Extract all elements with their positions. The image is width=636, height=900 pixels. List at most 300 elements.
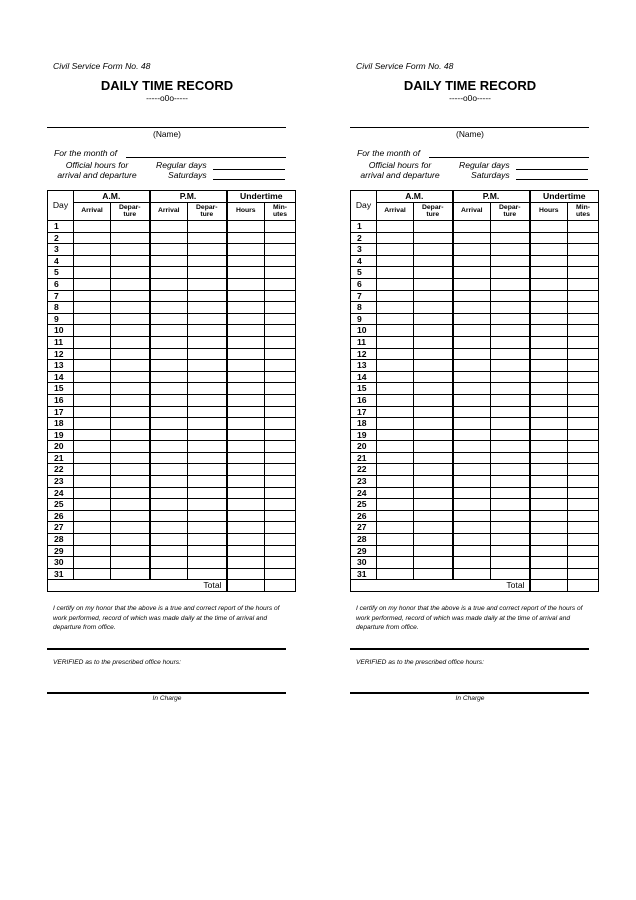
am-arrival-cell[interactable] [74, 510, 111, 522]
pm-departure-cell[interactable] [188, 545, 227, 557]
am-departure-cell[interactable] [414, 383, 453, 395]
am-departure-cell[interactable] [414, 534, 453, 546]
pm-arrival-cell[interactable] [453, 418, 491, 430]
am-arrival-cell[interactable] [377, 545, 414, 557]
am-arrival-cell[interactable] [377, 336, 414, 348]
undertime-minutes-cell[interactable] [568, 383, 599, 395]
am-departure-cell[interactable] [414, 244, 453, 256]
am-arrival-cell[interactable] [74, 522, 111, 534]
am-arrival-cell[interactable] [74, 383, 111, 395]
am-departure-cell[interactable] [111, 534, 150, 546]
regular-days-field-line[interactable] [516, 169, 588, 170]
undertime-hours-cell[interactable] [227, 221, 265, 233]
am-departure-cell[interactable] [111, 441, 150, 453]
undertime-minutes-cell[interactable] [568, 476, 599, 488]
pm-departure-cell[interactable] [491, 325, 530, 337]
am-arrival-cell[interactable] [74, 313, 111, 325]
undertime-hours-cell[interactable] [227, 441, 265, 453]
am-departure-cell[interactable] [414, 406, 453, 418]
undertime-hours-cell[interactable] [530, 510, 568, 522]
am-departure-cell[interactable] [111, 371, 150, 383]
undertime-hours-cell[interactable] [227, 418, 265, 430]
pm-arrival-cell[interactable] [453, 267, 491, 279]
am-departure-cell[interactable] [414, 371, 453, 383]
am-departure-cell[interactable] [111, 545, 150, 557]
am-arrival-cell[interactable] [74, 418, 111, 430]
am-departure-cell[interactable] [414, 360, 453, 372]
name-field-line[interactable] [47, 127, 286, 128]
am-arrival-cell[interactable] [377, 510, 414, 522]
total-hours-cell[interactable] [227, 580, 265, 592]
am-arrival-cell[interactable] [377, 278, 414, 290]
am-departure-cell[interactable] [414, 267, 453, 279]
am-departure-cell[interactable] [111, 290, 150, 302]
undertime-minutes-cell[interactable] [568, 418, 599, 430]
undertime-minutes-cell[interactable] [265, 290, 296, 302]
pm-departure-cell[interactable] [491, 255, 530, 267]
undertime-hours-cell[interactable] [227, 278, 265, 290]
am-departure-cell[interactable] [111, 464, 150, 476]
undertime-hours-cell[interactable] [227, 290, 265, 302]
am-departure-cell[interactable] [414, 348, 453, 360]
undertime-minutes-cell[interactable] [265, 522, 296, 534]
undertime-minutes-cell[interactable] [568, 487, 599, 499]
undertime-hours-cell[interactable] [530, 278, 568, 290]
undertime-hours-cell[interactable] [530, 267, 568, 279]
signature-line[interactable] [47, 648, 286, 650]
pm-arrival-cell[interactable] [453, 429, 491, 441]
am-arrival-cell[interactable] [74, 394, 111, 406]
am-arrival-cell[interactable] [377, 464, 414, 476]
pm-arrival-cell[interactable] [150, 232, 188, 244]
pm-departure-cell[interactable] [491, 336, 530, 348]
am-arrival-cell[interactable] [377, 429, 414, 441]
saturdays-field-line[interactable] [213, 179, 285, 180]
undertime-hours-cell[interactable] [530, 545, 568, 557]
undertime-hours-cell[interactable] [530, 255, 568, 267]
undertime-minutes-cell[interactable] [568, 464, 599, 476]
pm-departure-cell[interactable] [188, 336, 227, 348]
am-arrival-cell[interactable] [74, 244, 111, 256]
pm-arrival-cell[interactable] [150, 221, 188, 233]
pm-arrival-cell[interactable] [453, 313, 491, 325]
am-arrival-cell[interactable] [377, 476, 414, 488]
undertime-minutes-cell[interactable] [265, 255, 296, 267]
am-arrival-cell[interactable] [74, 441, 111, 453]
am-arrival-cell[interactable] [74, 429, 111, 441]
pm-arrival-cell[interactable] [150, 394, 188, 406]
undertime-minutes-cell[interactable] [265, 244, 296, 256]
am-arrival-cell[interactable] [74, 545, 111, 557]
pm-arrival-cell[interactable] [453, 255, 491, 267]
regular-days-field-line[interactable] [213, 169, 285, 170]
undertime-minutes-cell[interactable] [265, 325, 296, 337]
month-field-line[interactable] [429, 157, 589, 158]
am-departure-cell[interactable] [111, 360, 150, 372]
undertime-minutes-cell[interactable] [265, 452, 296, 464]
undertime-hours-cell[interactable] [530, 557, 568, 569]
pm-arrival-cell[interactable] [453, 522, 491, 534]
pm-departure-cell[interactable] [188, 232, 227, 244]
am-arrival-cell[interactable] [74, 371, 111, 383]
pm-arrival-cell[interactable] [453, 441, 491, 453]
pm-departure-cell[interactable] [491, 545, 530, 557]
am-arrival-cell[interactable] [377, 221, 414, 233]
am-departure-cell[interactable] [414, 476, 453, 488]
am-arrival-cell[interactable] [377, 394, 414, 406]
pm-departure-cell[interactable] [491, 371, 530, 383]
undertime-minutes-cell[interactable] [568, 510, 599, 522]
total-minutes-cell[interactable] [568, 580, 599, 592]
am-departure-cell[interactable] [111, 348, 150, 360]
pm-arrival-cell[interactable] [150, 499, 188, 511]
undertime-minutes-cell[interactable] [568, 348, 599, 360]
pm-departure-cell[interactable] [491, 348, 530, 360]
undertime-hours-cell[interactable] [227, 267, 265, 279]
undertime-hours-cell[interactable] [530, 418, 568, 430]
saturdays-field-line[interactable] [516, 179, 588, 180]
undertime-minutes-cell[interactable] [568, 336, 599, 348]
pm-arrival-cell[interactable] [150, 244, 188, 256]
undertime-minutes-cell[interactable] [265, 383, 296, 395]
am-arrival-cell[interactable] [74, 452, 111, 464]
am-arrival-cell[interactable] [74, 487, 111, 499]
am-departure-cell[interactable] [414, 429, 453, 441]
am-arrival-cell[interactable] [74, 476, 111, 488]
undertime-minutes-cell[interactable] [265, 278, 296, 290]
pm-departure-cell[interactable] [188, 557, 227, 569]
am-arrival-cell[interactable] [74, 499, 111, 511]
undertime-minutes-cell[interactable] [265, 499, 296, 511]
pm-arrival-cell[interactable] [453, 302, 491, 314]
am-arrival-cell[interactable] [377, 371, 414, 383]
am-arrival-cell[interactable] [74, 290, 111, 302]
am-departure-cell[interactable] [111, 336, 150, 348]
am-departure-cell[interactable] [111, 232, 150, 244]
pm-departure-cell[interactable] [188, 406, 227, 418]
pm-arrival-cell[interactable] [150, 568, 188, 580]
undertime-hours-cell[interactable] [530, 441, 568, 453]
pm-departure-cell[interactable] [188, 371, 227, 383]
undertime-minutes-cell[interactable] [568, 371, 599, 383]
undertime-hours-cell[interactable] [227, 568, 265, 580]
pm-arrival-cell[interactable] [453, 336, 491, 348]
am-departure-cell[interactable] [414, 278, 453, 290]
pm-arrival-cell[interactable] [453, 557, 491, 569]
am-departure-cell[interactable] [111, 278, 150, 290]
pm-arrival-cell[interactable] [150, 267, 188, 279]
am-departure-cell[interactable] [414, 325, 453, 337]
pm-arrival-cell[interactable] [453, 244, 491, 256]
am-arrival-cell[interactable] [377, 557, 414, 569]
undertime-minutes-cell[interactable] [265, 418, 296, 430]
undertime-hours-cell[interactable] [530, 348, 568, 360]
am-arrival-cell[interactable] [377, 499, 414, 511]
am-departure-cell[interactable] [414, 313, 453, 325]
pm-arrival-cell[interactable] [150, 383, 188, 395]
undertime-hours-cell[interactable] [530, 244, 568, 256]
undertime-minutes-cell[interactable] [568, 267, 599, 279]
undertime-minutes-cell[interactable] [568, 557, 599, 569]
am-departure-cell[interactable] [414, 464, 453, 476]
undertime-minutes-cell[interactable] [265, 302, 296, 314]
pm-departure-cell[interactable] [188, 510, 227, 522]
undertime-hours-cell[interactable] [530, 522, 568, 534]
undertime-minutes-cell[interactable] [265, 394, 296, 406]
am-arrival-cell[interactable] [74, 325, 111, 337]
undertime-minutes-cell[interactable] [265, 568, 296, 580]
pm-arrival-cell[interactable] [150, 278, 188, 290]
pm-departure-cell[interactable] [188, 313, 227, 325]
pm-arrival-cell[interactable] [453, 568, 491, 580]
pm-departure-cell[interactable] [188, 429, 227, 441]
am-arrival-cell[interactable] [74, 360, 111, 372]
undertime-hours-cell[interactable] [530, 534, 568, 546]
undertime-minutes-cell[interactable] [568, 452, 599, 464]
pm-departure-cell[interactable] [188, 360, 227, 372]
undertime-hours-cell[interactable] [227, 336, 265, 348]
undertime-minutes-cell[interactable] [265, 557, 296, 569]
pm-departure-cell[interactable] [491, 383, 530, 395]
undertime-hours-cell[interactable] [227, 325, 265, 337]
am-departure-cell[interactable] [414, 545, 453, 557]
undertime-minutes-cell[interactable] [265, 371, 296, 383]
pm-departure-cell[interactable] [491, 441, 530, 453]
pm-departure-cell[interactable] [491, 476, 530, 488]
am-arrival-cell[interactable] [74, 255, 111, 267]
am-arrival-cell[interactable] [377, 568, 414, 580]
undertime-minutes-cell[interactable] [568, 534, 599, 546]
undertime-hours-cell[interactable] [530, 568, 568, 580]
pm-departure-cell[interactable] [491, 499, 530, 511]
undertime-hours-cell[interactable] [530, 476, 568, 488]
undertime-hours-cell[interactable] [530, 383, 568, 395]
pm-departure-cell[interactable] [188, 418, 227, 430]
undertime-hours-cell[interactable] [227, 464, 265, 476]
undertime-hours-cell[interactable] [530, 232, 568, 244]
pm-departure-cell[interactable] [188, 221, 227, 233]
pm-arrival-cell[interactable] [453, 464, 491, 476]
undertime-hours-cell[interactable] [227, 476, 265, 488]
pm-arrival-cell[interactable] [150, 325, 188, 337]
undertime-hours-cell[interactable] [530, 394, 568, 406]
am-departure-cell[interactable] [111, 499, 150, 511]
pm-departure-cell[interactable] [491, 487, 530, 499]
undertime-minutes-cell[interactable] [568, 499, 599, 511]
undertime-minutes-cell[interactable] [265, 429, 296, 441]
undertime-hours-cell[interactable] [530, 302, 568, 314]
pm-arrival-cell[interactable] [453, 534, 491, 546]
am-arrival-cell[interactable] [74, 278, 111, 290]
pm-departure-cell[interactable] [491, 534, 530, 546]
am-departure-cell[interactable] [414, 290, 453, 302]
pm-departure-cell[interactable] [491, 452, 530, 464]
undertime-hours-cell[interactable] [227, 429, 265, 441]
pm-arrival-cell[interactable] [453, 499, 491, 511]
pm-arrival-cell[interactable] [150, 418, 188, 430]
undertime-minutes-cell[interactable] [568, 313, 599, 325]
am-departure-cell[interactable] [111, 394, 150, 406]
undertime-minutes-cell[interactable] [265, 360, 296, 372]
am-departure-cell[interactable] [111, 313, 150, 325]
pm-departure-cell[interactable] [491, 429, 530, 441]
am-arrival-cell[interactable] [74, 406, 111, 418]
am-departure-cell[interactable] [111, 325, 150, 337]
undertime-hours-cell[interactable] [227, 557, 265, 569]
undertime-minutes-cell[interactable] [568, 568, 599, 580]
pm-arrival-cell[interactable] [453, 452, 491, 464]
am-departure-cell[interactable] [111, 429, 150, 441]
am-departure-cell[interactable] [111, 302, 150, 314]
pm-arrival-cell[interactable] [453, 325, 491, 337]
undertime-minutes-cell[interactable] [568, 302, 599, 314]
undertime-minutes-cell[interactable] [568, 325, 599, 337]
pm-departure-cell[interactable] [188, 267, 227, 279]
undertime-minutes-cell[interactable] [265, 441, 296, 453]
pm-departure-cell[interactable] [188, 302, 227, 314]
am-departure-cell[interactable] [414, 418, 453, 430]
undertime-hours-cell[interactable] [227, 406, 265, 418]
am-departure-cell[interactable] [414, 255, 453, 267]
pm-arrival-cell[interactable] [453, 394, 491, 406]
pm-arrival-cell[interactable] [150, 302, 188, 314]
am-arrival-cell[interactable] [377, 406, 414, 418]
undertime-hours-cell[interactable] [530, 429, 568, 441]
pm-arrival-cell[interactable] [453, 290, 491, 302]
am-arrival-cell[interactable] [377, 487, 414, 499]
pm-departure-cell[interactable] [188, 244, 227, 256]
pm-departure-cell[interactable] [491, 221, 530, 233]
am-arrival-cell[interactable] [74, 267, 111, 279]
pm-arrival-cell[interactable] [150, 487, 188, 499]
am-departure-cell[interactable] [111, 244, 150, 256]
undertime-hours-cell[interactable] [530, 290, 568, 302]
undertime-hours-cell[interactable] [227, 487, 265, 499]
undertime-minutes-cell[interactable] [568, 394, 599, 406]
am-arrival-cell[interactable] [377, 522, 414, 534]
pm-departure-cell[interactable] [188, 464, 227, 476]
pm-arrival-cell[interactable] [453, 545, 491, 557]
pm-departure-cell[interactable] [188, 325, 227, 337]
pm-arrival-cell[interactable] [453, 278, 491, 290]
pm-departure-cell[interactable] [188, 487, 227, 499]
undertime-minutes-cell[interactable] [265, 464, 296, 476]
pm-departure-cell[interactable] [188, 499, 227, 511]
am-departure-cell[interactable] [414, 302, 453, 314]
am-departure-cell[interactable] [111, 557, 150, 569]
pm-arrival-cell[interactable] [150, 371, 188, 383]
total-minutes-cell[interactable] [265, 580, 296, 592]
undertime-minutes-cell[interactable] [265, 406, 296, 418]
pm-departure-cell[interactable] [188, 534, 227, 546]
undertime-hours-cell[interactable] [227, 302, 265, 314]
undertime-minutes-cell[interactable] [568, 429, 599, 441]
am-arrival-cell[interactable] [74, 348, 111, 360]
pm-departure-cell[interactable] [491, 418, 530, 430]
pm-departure-cell[interactable] [491, 232, 530, 244]
pm-departure-cell[interactable] [188, 394, 227, 406]
pm-departure-cell[interactable] [491, 510, 530, 522]
pm-arrival-cell[interactable] [150, 255, 188, 267]
pm-arrival-cell[interactable] [453, 487, 491, 499]
am-arrival-cell[interactable] [74, 221, 111, 233]
am-arrival-cell[interactable] [74, 302, 111, 314]
pm-departure-cell[interactable] [491, 394, 530, 406]
undertime-minutes-cell[interactable] [568, 522, 599, 534]
am-departure-cell[interactable] [111, 383, 150, 395]
undertime-hours-cell[interactable] [227, 371, 265, 383]
am-arrival-cell[interactable] [377, 255, 414, 267]
undertime-minutes-cell[interactable] [568, 406, 599, 418]
pm-arrival-cell[interactable] [453, 360, 491, 372]
undertime-hours-cell[interactable] [227, 452, 265, 464]
am-departure-cell[interactable] [111, 487, 150, 499]
pm-arrival-cell[interactable] [150, 290, 188, 302]
in-charge-signature-line[interactable] [350, 692, 589, 694]
undertime-hours-cell[interactable] [227, 394, 265, 406]
pm-arrival-cell[interactable] [453, 348, 491, 360]
am-arrival-cell[interactable] [74, 464, 111, 476]
am-arrival-cell[interactable] [377, 290, 414, 302]
undertime-minutes-cell[interactable] [568, 441, 599, 453]
pm-departure-cell[interactable] [188, 476, 227, 488]
am-departure-cell[interactable] [414, 221, 453, 233]
am-departure-cell[interactable] [414, 336, 453, 348]
pm-departure-cell[interactable] [491, 522, 530, 534]
undertime-hours-cell[interactable] [227, 522, 265, 534]
pm-arrival-cell[interactable] [453, 221, 491, 233]
undertime-minutes-cell[interactable] [568, 545, 599, 557]
am-departure-cell[interactable] [414, 499, 453, 511]
undertime-minutes-cell[interactable] [568, 232, 599, 244]
am-arrival-cell[interactable] [377, 452, 414, 464]
am-departure-cell[interactable] [111, 522, 150, 534]
month-field-line[interactable] [126, 157, 286, 158]
undertime-hours-cell[interactable] [530, 325, 568, 337]
am-departure-cell[interactable] [111, 568, 150, 580]
undertime-minutes-cell[interactable] [265, 348, 296, 360]
am-arrival-cell[interactable] [377, 325, 414, 337]
pm-arrival-cell[interactable] [150, 522, 188, 534]
am-departure-cell[interactable] [111, 255, 150, 267]
am-arrival-cell[interactable] [74, 534, 111, 546]
am-arrival-cell[interactable] [377, 441, 414, 453]
pm-departure-cell[interactable] [491, 278, 530, 290]
pm-departure-cell[interactable] [491, 244, 530, 256]
undertime-hours-cell[interactable] [227, 510, 265, 522]
pm-departure-cell[interactable] [491, 360, 530, 372]
am-departure-cell[interactable] [111, 510, 150, 522]
undertime-minutes-cell[interactable] [568, 278, 599, 290]
am-arrival-cell[interactable] [377, 383, 414, 395]
undertime-hours-cell[interactable] [530, 313, 568, 325]
am-arrival-cell[interactable] [377, 534, 414, 546]
undertime-hours-cell[interactable] [227, 545, 265, 557]
undertime-hours-cell[interactable] [227, 255, 265, 267]
am-arrival-cell[interactable] [74, 557, 111, 569]
am-departure-cell[interactable] [414, 441, 453, 453]
pm-arrival-cell[interactable] [150, 348, 188, 360]
undertime-minutes-cell[interactable] [265, 487, 296, 499]
undertime-minutes-cell[interactable] [265, 221, 296, 233]
undertime-minutes-cell[interactable] [265, 336, 296, 348]
pm-arrival-cell[interactable] [150, 313, 188, 325]
undertime-minutes-cell[interactable] [265, 510, 296, 522]
undertime-hours-cell[interactable] [227, 360, 265, 372]
undertime-hours-cell[interactable] [227, 499, 265, 511]
am-arrival-cell[interactable] [74, 336, 111, 348]
am-departure-cell[interactable] [414, 568, 453, 580]
